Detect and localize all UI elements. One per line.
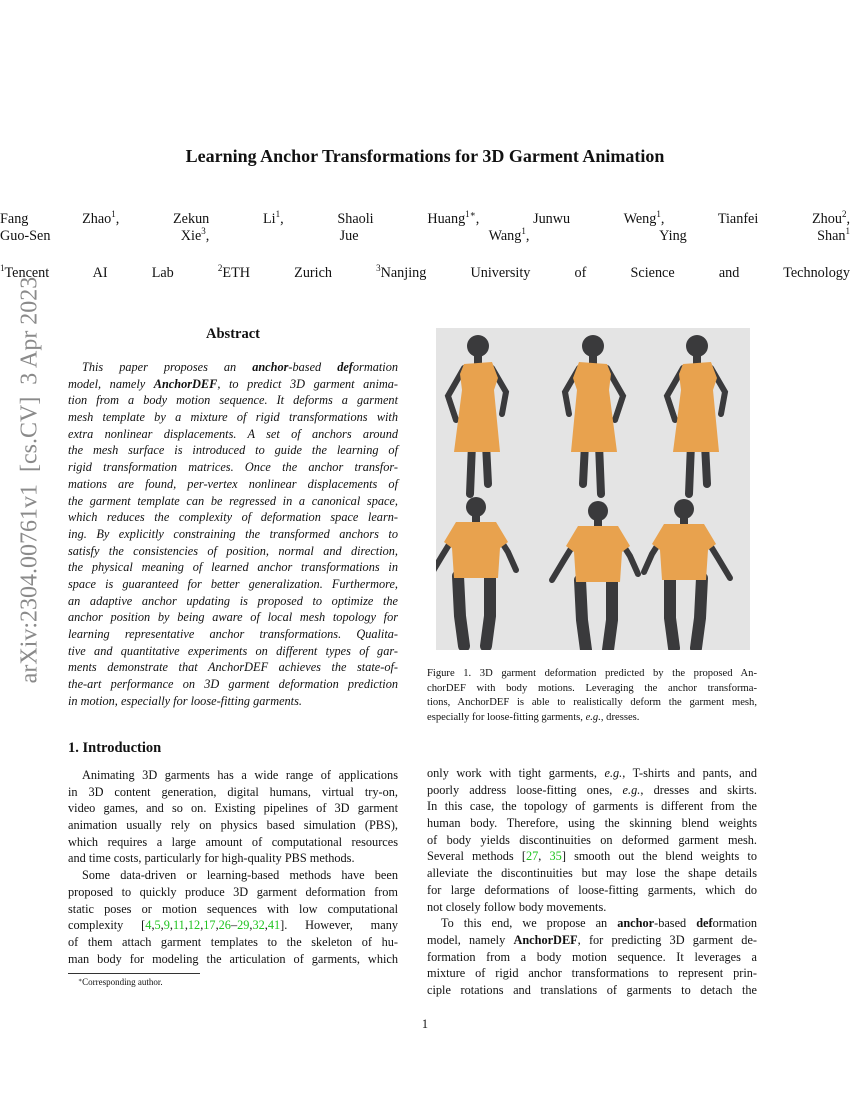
- text-run: static poses or motion sequences with low computational: [68, 901, 398, 916]
- text-run: human body. Therefore, using the skinning blend weights: [427, 816, 757, 831]
- text-run: , Shaoli Huang: [280, 211, 466, 227]
- text-run: anchor position by being aware of local mesh topology for: [68, 610, 398, 625]
- text-run: poorly address loose-fitting ones,: [427, 782, 623, 797]
- text-line: [68, 834, 398, 851]
- text-run: , Jue Wang: [205, 227, 522, 244]
- text-run: alleviate the discontinuities but may lose the shape details: [427, 866, 757, 881]
- text-line: [68, 576, 398, 593]
- text-run: ,: [169, 918, 173, 933]
- text-run: only work with tight garments,: [427, 766, 605, 780]
- emphasis-text: e.g.: [585, 711, 601, 723]
- text-run: , Zekun Li: [115, 211, 276, 227]
- text-run: model, namely: [427, 932, 514, 947]
- text-run: ,: [264, 918, 268, 933]
- text-run: video games, and so on. Existing pipelines of 3D garment: [68, 801, 398, 816]
- text-run: Corresponding author.: [82, 977, 163, 987]
- paper-title: Learning Anchor Transformations for 3D Garment Animation: [185, 146, 665, 166]
- text-run: Fang Zhao: [0, 211, 112, 227]
- text-line: [427, 882, 757, 899]
- author-list: [0, 211, 850, 244]
- text-line: [68, 850, 398, 867]
- text-run: for large deformations of loose-fitting garments, which do: [427, 882, 757, 897]
- superscript: 1: [521, 225, 526, 236]
- text-line: [68, 817, 398, 834]
- superscript: 3: [201, 225, 206, 236]
- text-line: [68, 951, 398, 968]
- citation-link[interactable]: 9: [163, 918, 170, 933]
- text-run: satisfy the consistencies of position, normal and direction,: [68, 543, 398, 558]
- introduction-body-right: [427, 765, 757, 999]
- emphasis-text: anchor: [252, 360, 289, 374]
- introduction-body-left: [68, 767, 398, 967]
- text-run: the physical meaning of learned anchor transformations in: [68, 560, 398, 575]
- superscript: 2: [841, 209, 847, 219]
- text-run: the mesh surface is introduced to guide the learning of: [68, 443, 398, 458]
- text-run: an adaptive anchor updating is proposed to optimize the: [68, 593, 398, 608]
- text-run: In this case, the topology of garments is different from the: [427, 799, 757, 814]
- introduction-heading: 1. Introduction: [68, 740, 162, 756]
- text-run: tive and quantitative experiments on different types of gar-: [68, 643, 398, 658]
- text-run: mations are found, per-vertex nonlinear displacements of: [68, 476, 398, 491]
- text-line: [68, 509, 398, 526]
- text-run: ]. However, many: [280, 918, 398, 933]
- text-run: ,: [200, 918, 204, 933]
- text-line: [427, 932, 757, 949]
- text-run: ,: [249, 918, 253, 933]
- text-run: , to predict 3D garment anima-: [217, 376, 398, 391]
- text-run: space is guaranteed for better generalization. Furthermore,: [68, 576, 398, 591]
- text-run: mesh template by a mixture of rigid transformations with: [68, 410, 398, 425]
- text-line: [68, 917, 398, 934]
- text-line: [427, 765, 757, 782]
- text-line: [0, 265, 850, 282]
- superscript: 1: [656, 209, 661, 219]
- citation-link[interactable]: 11: [172, 918, 185, 933]
- text-line: [427, 667, 757, 682]
- text-run: of them attach garment templates to the skeleton of hu-: [68, 934, 398, 949]
- figure-1-image: [436, 328, 750, 650]
- abstract-heading: Abstract: [206, 326, 260, 342]
- arxiv-sidebar-identifier[interactable]: arXiv:2304.00761v1 [cs.CV] 3 Apr 2023: [16, 276, 43, 684]
- text-line: [68, 693, 398, 710]
- text-run: which reduces the complexity of deformation space learn-: [68, 510, 398, 525]
- text-run: Tencent AI Lab: [4, 265, 218, 281]
- superscript: ∗: [78, 978, 83, 984]
- emphasis-text: AnchorDEF: [513, 932, 578, 947]
- text-line: [427, 949, 757, 966]
- text-line: [427, 899, 757, 916]
- citation-link[interactable]: 29: [237, 918, 250, 933]
- text-run: ,: [184, 918, 188, 933]
- text-run: -based: [288, 360, 338, 374]
- text-run: , dresses.: [600, 711, 640, 723]
- text-line: [68, 767, 398, 784]
- text-line: [427, 848, 757, 865]
- text-line: [68, 442, 398, 459]
- garment-renders: [436, 328, 750, 650]
- text-line: [68, 884, 398, 901]
- text-line: [427, 982, 757, 999]
- text-line: [68, 559, 398, 576]
- text-run: , for predicting 3D garment de-: [577, 932, 757, 947]
- text-line: [68, 609, 398, 626]
- text-run: Guo-Sen Xie: [0, 227, 202, 244]
- text-run: tions, AnchorDEF is able to realistically deform the garment mesh,: [427, 697, 757, 709]
- text-run: Animating 3D garments has a wide range of applications: [82, 768, 398, 782]
- text-line: [68, 593, 398, 610]
- citation-link[interactable]: 41: [267, 918, 281, 933]
- citation-link[interactable]: 5: [154, 918, 161, 933]
- text-run: ormation: [712, 916, 757, 931]
- text-line: [0, 225, 850, 245]
- text-run: learning representative anchor transformations. Qualita-: [68, 627, 398, 641]
- text-run: animation usually rely on physics based simulation (PBS),: [68, 818, 398, 833]
- text-run: ,: [846, 211, 850, 227]
- text-run: model, namely: [68, 376, 154, 391]
- text-run: ments demonstrate that AnchorDEF achieves the state-of-: [68, 660, 398, 675]
- text-line: [427, 915, 757, 932]
- text-run: tion from a body motion sequence. It deforms a garment: [68, 393, 398, 408]
- text-run: ciple rotations and translations of garments to detach the: [427, 982, 757, 997]
- footnote: [78, 977, 163, 987]
- text-run: , Ying Shan: [525, 227, 846, 244]
- text-line: [68, 493, 398, 510]
- text-run: and time costs, particularly for high-quality PBS methods.: [68, 851, 355, 866]
- text-line: [68, 359, 398, 376]
- citation-link[interactable]: 27: [525, 849, 539, 864]
- citation-link[interactable]: 26: [218, 918, 231, 933]
- text-line: [68, 934, 398, 951]
- text-line: [427, 798, 757, 815]
- text-run: the-art performance on 3D garment deformation prediction: [68, 677, 398, 692]
- text-run: ETH Zurich: [222, 265, 377, 281]
- tshirt-render-2: [552, 501, 638, 650]
- text-run: ,: [215, 918, 219, 933]
- text-line: [68, 543, 398, 560]
- text-line: [68, 800, 398, 817]
- superscript: 3: [376, 263, 381, 273]
- text-run: especially for loose-fitting garments,: [427, 711, 586, 723]
- superscript: 1: [111, 209, 116, 219]
- footnote-divider: [68, 973, 200, 974]
- emphasis-text: AnchorDEF: [153, 376, 218, 391]
- affiliations: [0, 265, 850, 282]
- text-run: not closely follow body movements.: [427, 899, 607, 914]
- text-run: Some data-driven or learning-based methods have been: [82, 868, 398, 883]
- emphasis-text: anchor: [617, 916, 655, 931]
- dress-render-1: [448, 335, 506, 494]
- text-run: Nanjing University of Science and Technology: [380, 265, 850, 281]
- text-run: Figure 1. 3D garment deformation predicted by the proposed An-: [427, 668, 757, 679]
- citation-link[interactable]: 35: [549, 849, 562, 864]
- text-line: [68, 676, 398, 693]
- text-run: in motion, especially for loose-fitting garments.: [68, 693, 302, 708]
- text-run: in 3D content generation, digital humans, virtual try-on,: [68, 784, 398, 799]
- text-line: [68, 526, 398, 543]
- text-run: man body for modeling the articulation of garments, which: [68, 951, 398, 966]
- text-line: [427, 815, 757, 832]
- citation-link[interactable]: 12: [187, 918, 201, 933]
- text-line: [68, 376, 398, 393]
- dress-render-3: [667, 335, 725, 494]
- text-line: [427, 782, 757, 799]
- text-line: [68, 459, 398, 476]
- text-line: [427, 711, 757, 726]
- text-line: [68, 867, 398, 884]
- text-run: ,: [151, 918, 155, 933]
- text-run: , dresses and skirts.: [640, 782, 757, 797]
- text-run: which requires a large amount of computational resources: [68, 834, 398, 849]
- citation-link[interactable]: 4: [145, 918, 152, 933]
- text-run: Several methods [: [427, 849, 526, 864]
- text-line: [427, 682, 757, 697]
- text-run: , T-shirts and pants, and: [622, 766, 757, 780]
- text-line: [68, 476, 398, 493]
- text-run: proposed to quickly produce 3D garment deformation from: [68, 884, 398, 899]
- text-line: [427, 865, 757, 882]
- text-run: mixture of rigid anchor transformations to represent prin-: [427, 966, 757, 981]
- superscript: 1: [845, 225, 850, 236]
- text-line: [68, 409, 398, 426]
- text-run: -based: [654, 916, 697, 931]
- text-line: [68, 392, 398, 409]
- superscript: 1: [275, 209, 281, 219]
- text-run: ormation: [352, 360, 398, 374]
- text-line: [68, 659, 398, 676]
- text-line: [427, 832, 757, 849]
- emphasis-text: e.g.: [604, 766, 623, 780]
- tshirt-render-1: [436, 497, 516, 646]
- superscript: 1: [0, 263, 5, 273]
- text-run: ,: [160, 918, 164, 933]
- text-run: rigid transformation matrices. Once the anchor transfor-: [68, 460, 398, 475]
- text-run: , Tianfei Zhou: [660, 211, 842, 227]
- text-run: complexity [: [68, 918, 146, 933]
- text-line: [68, 901, 398, 918]
- text-line: [427, 696, 757, 711]
- superscript: 1∗: [465, 209, 476, 219]
- text-run: formation from a body motion sequence. It leverages a: [427, 949, 757, 964]
- text-run: ] smooth out the blend weights to: [561, 849, 757, 864]
- emphasis-text: e.g.: [622, 782, 641, 797]
- text-run: , Junwu Weng: [475, 211, 657, 227]
- text-run: extra nonlinear displacements. A set of anchors around: [68, 426, 398, 441]
- figure-1-caption: [427, 667, 757, 725]
- text-run: chorDEF with body motions. Leveraging the anchor transforma-: [427, 682, 757, 694]
- dress-render-2: [565, 335, 623, 494]
- text-run: the garment template can be regressed in a canonical space,: [68, 493, 398, 508]
- text-run: –: [230, 918, 238, 933]
- text-run: This paper proposes an: [82, 360, 253, 374]
- emphasis-text: def: [337, 360, 353, 374]
- text-run: of body yields discontinuities on deformed garment mesh.: [427, 832, 757, 847]
- page-number: 1: [421, 1017, 429, 1031]
- text-line: [68, 643, 398, 660]
- abstract-body: [68, 359, 398, 709]
- text-line: [0, 211, 850, 228]
- text-run: ,: [538, 849, 550, 864]
- superscript: 2: [217, 263, 223, 273]
- tshirt-render-3: [644, 499, 730, 648]
- text-run: ing. By explicitly constraining the transformed anchors to: [68, 526, 398, 541]
- text-run: To this end, we propose an: [441, 916, 618, 931]
- text-line: [68, 784, 398, 801]
- text-line: [68, 626, 398, 643]
- text-line: [68, 426, 398, 443]
- citation-link[interactable]: 32: [252, 918, 265, 933]
- emphasis-text: def: [696, 916, 713, 931]
- text-line: [427, 965, 757, 982]
- citation-link[interactable]: 17: [203, 918, 216, 933]
